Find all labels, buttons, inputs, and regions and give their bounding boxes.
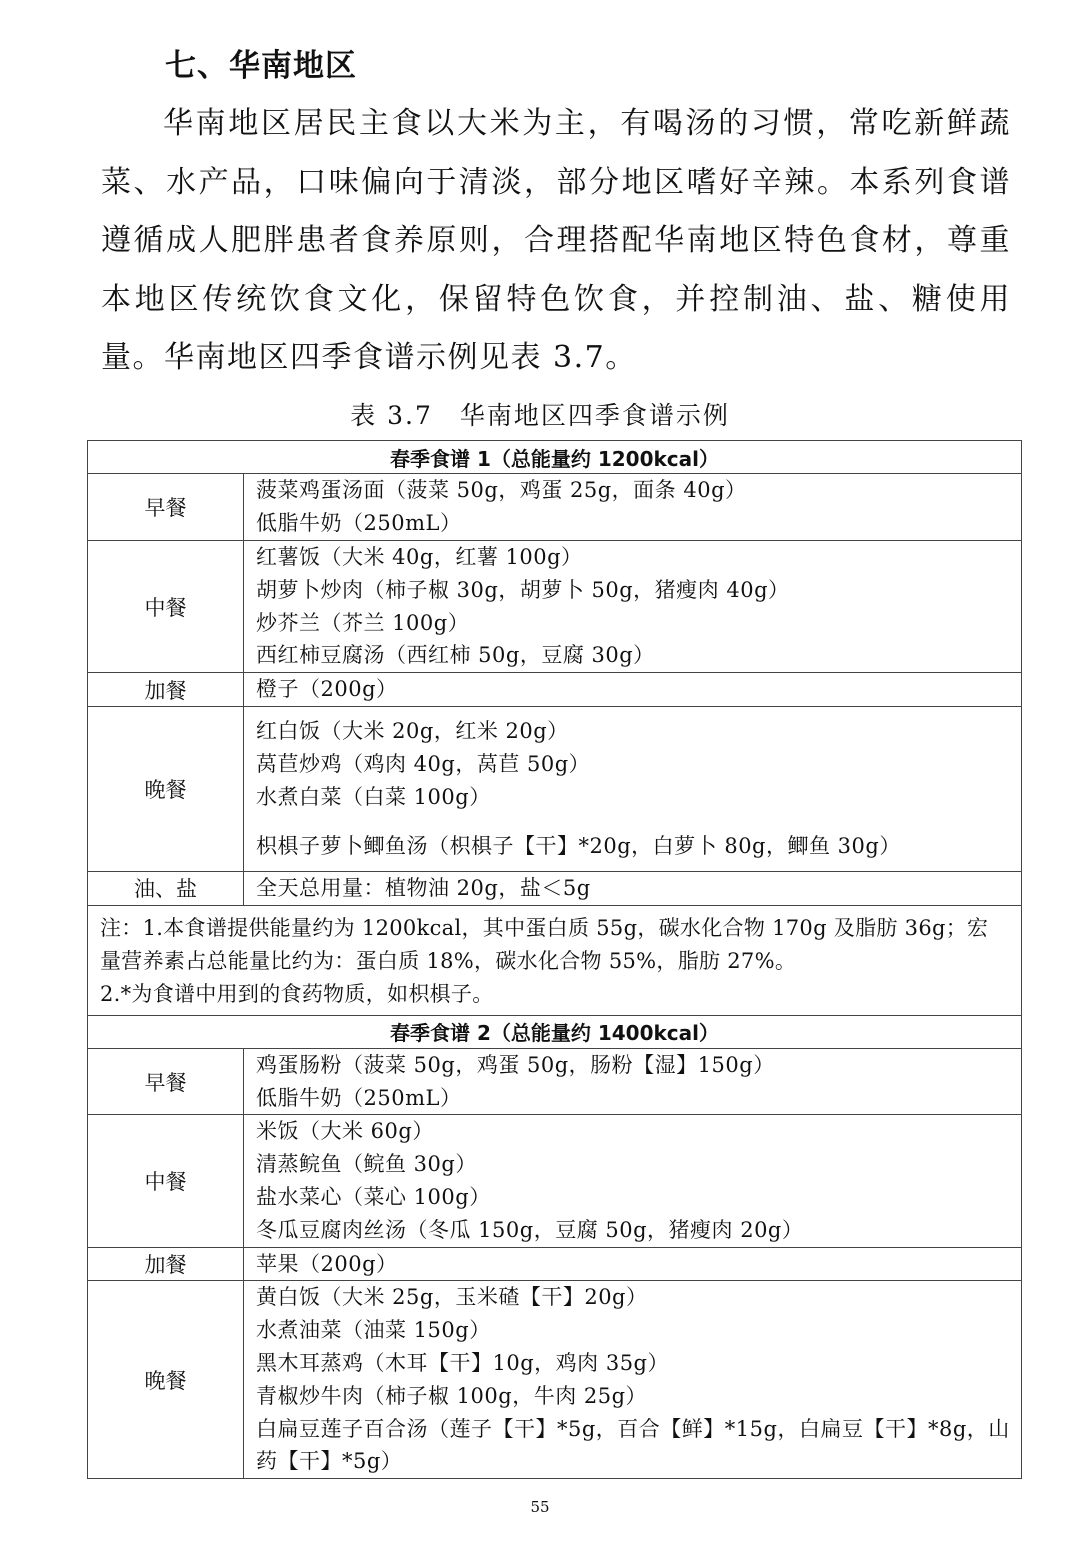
meal-label: 中餐 bbox=[88, 1115, 244, 1247]
dish: 胡萝卜炒肉（柿子椒 30g，胡萝卜 50g，猪瘦肉 40g） bbox=[256, 577, 790, 602]
meal-label: 加餐 bbox=[88, 673, 244, 707]
dish: 清蒸鲩鱼（鲩鱼 30g） bbox=[256, 1152, 477, 1177]
meal-items bbox=[244, 541, 1022, 673]
note-line-2: 2.*为食谱中用到的食药物质，如枳椇子。 bbox=[100, 981, 494, 1006]
dish: 西红柿豆腐汤（西红柿 50g，豆腐 30g） bbox=[256, 643, 655, 668]
section-heading: 七、华南地区 bbox=[165, 48, 357, 84]
intro-paragraph: 华南地区居民主食以大米为主，有喝汤的习惯，常吃新鲜蔬菜、水产品，口味偏向于清淡，部分地区嗜好辛辣。本系列食谱遵循成人肥胖患者食养原则，合理搭配华南地区特色食材，尊重本地区传统饮食文化，保留特色饮食，并控制油、盐、糖使用量。华南地区四季食谱示例见表 3.7。 bbox=[101, 106, 1011, 375]
meal-items bbox=[244, 474, 1022, 541]
table-caption: 表 3.7 华南地区四季食谱示例 bbox=[350, 401, 730, 430]
meal-label: 晚餐 bbox=[88, 706, 244, 871]
meal-items bbox=[244, 871, 1022, 905]
meal-label: 早餐 bbox=[88, 474, 244, 541]
dish: 鸡蛋肠粉（菠菜 50g，鸡蛋 50g，肠粉【湿】150g） bbox=[256, 1052, 775, 1077]
plan-title: 春季食谱 2（总能量约 1400kcal） bbox=[88, 1015, 1022, 1048]
plan-title: 春季食谱 1（总能量约 1200kcal） bbox=[88, 441, 1022, 474]
meal-label: 加餐 bbox=[88, 1247, 244, 1281]
meal-items bbox=[244, 1048, 1022, 1115]
meal-items bbox=[244, 1247, 1022, 1281]
dish: 青椒炒牛肉（柿子椒 100g，牛肉 25g） bbox=[256, 1383, 648, 1408]
meal-label: 晚餐 bbox=[88, 1281, 244, 1479]
meal-items bbox=[244, 706, 1022, 871]
daily-oil-salt: 全天总用量：植物油 20g，盐＜5g bbox=[256, 875, 591, 900]
seasonal-menu-table bbox=[87, 440, 1022, 1479]
page-number: 55 bbox=[530, 1498, 550, 1516]
dish: 枳椇子萝卜鲫鱼汤（枳椇子【干】*20g，白萝卜 80g，鲫鱼 30g） bbox=[256, 833, 901, 858]
note-row bbox=[88, 905, 1022, 1015]
dish: 炒芥兰（芥兰 100g） bbox=[256, 610, 470, 635]
table-row bbox=[88, 706, 1022, 871]
table-row bbox=[88, 673, 1022, 707]
table-row bbox=[88, 1247, 1022, 1281]
table-row bbox=[88, 474, 1022, 541]
table-row bbox=[88, 541, 1022, 673]
dish: 红白饭（大米 20g，红米 20g） bbox=[256, 719, 569, 744]
dish: 莴苣炒鸡（鸡肉 40g，莴苣 50g） bbox=[256, 752, 591, 777]
note-line-1: 注：1.本食谱提供能量约为 1200kcal，其中蛋白质 55g，碳水化合物 170g 及脂肪 36g；宏量营养素占总能量比约为：蛋白质 18%，碳水化合物 55%，脂肪 27%。 bbox=[100, 915, 989, 973]
dish: 冬瓜豆腐肉丝汤（冬瓜 150g，豆腐 50g，猪瘦肉 20g） bbox=[256, 1217, 804, 1242]
plan-title-row bbox=[88, 441, 1022, 474]
dish: 米饭（大米 60g） bbox=[256, 1119, 434, 1144]
meal-label: 中餐 bbox=[88, 541, 244, 673]
dish: 低脂牛奶（250mL） bbox=[256, 1085, 462, 1110]
dish: 红薯饭（大米 40g，红薯 100g） bbox=[256, 545, 583, 569]
meal-items bbox=[244, 1115, 1022, 1247]
dish: 黑木耳蒸鸡（木耳【干】10g，鸡肉 35g） bbox=[256, 1351, 670, 1376]
dish: 水煮白菜（白菜 100g） bbox=[256, 784, 491, 809]
dish: 盐水菜心（菜心 100g） bbox=[256, 1184, 491, 1209]
table-row bbox=[88, 1281, 1022, 1479]
meal-label: 早餐 bbox=[88, 1048, 244, 1115]
dish: 白扁豆莲子百合汤（莲子【干】*5g，百合【鲜】*15g，白扁豆【干】*8g，山药【干】*5g） bbox=[256, 1416, 1010, 1474]
dish: 低脂牛奶（250mL） bbox=[256, 511, 462, 535]
dish: 黄白饭（大米 25g，玉米碴【干】20g） bbox=[256, 1285, 648, 1310]
dish: 菠菜鸡蛋汤面（菠菜 50g，鸡蛋 25g，面条 40g） bbox=[256, 478, 747, 503]
table-row bbox=[88, 871, 1022, 905]
plan-note bbox=[88, 905, 1022, 1015]
meal-label: 油、盐 bbox=[88, 871, 244, 905]
plan-title-row bbox=[88, 1015, 1022, 1048]
table-row bbox=[88, 1115, 1022, 1247]
dish: 苹果（200g） bbox=[256, 1251, 398, 1276]
table-row bbox=[88, 1048, 1022, 1115]
dish: 水煮油菜（油菜 150g） bbox=[256, 1318, 491, 1343]
meal-items bbox=[244, 1281, 1022, 1479]
dish: 橙子（200g） bbox=[256, 677, 398, 702]
meal-items bbox=[244, 673, 1022, 707]
